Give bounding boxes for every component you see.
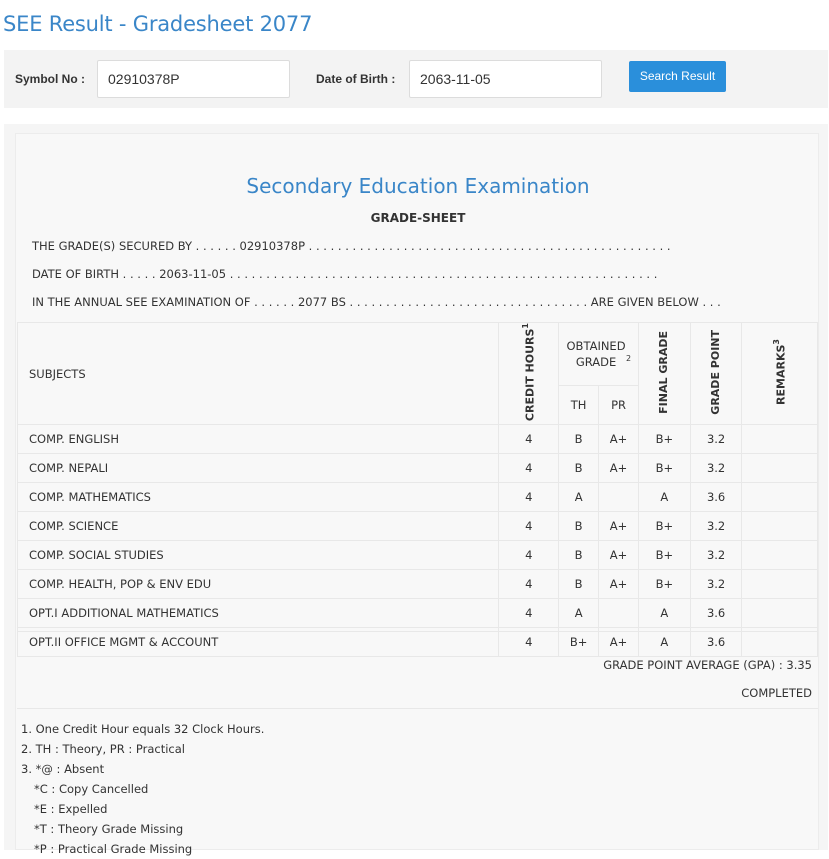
grade-sheet-title: GRADE-SHEET (370, 211, 466, 225)
th-grade-cell: B (559, 570, 599, 599)
header-obtained-grade (559, 323, 639, 386)
footnote: 3. *@ : Absent (21, 762, 105, 776)
pr-grade-cell: A+ (599, 454, 639, 483)
gradesheet-container (4, 124, 828, 856)
footnote: 2. TH : Theory, PR : Practical (21, 742, 185, 756)
remarks-cell (742, 570, 818, 599)
grade-point-cell: 3.6 (690, 628, 742, 657)
th-grade-cell: B (559, 454, 599, 483)
header-credit-hours-sup: 1 (521, 323, 531, 329)
footnote: *P : Practical Grade Missing (34, 842, 193, 856)
header-grade-point-label: GRADE POINT (709, 329, 723, 415)
final-grade-cell: B+ (638, 570, 690, 599)
search-result-button[interactable]: Search Result (629, 61, 726, 92)
header-remarks-label: REMARKS (775, 344, 789, 406)
credit-hours-cell: 4 (499, 541, 559, 570)
header-remarks (742, 323, 818, 425)
subject-cell: COMP. ENGLISH (18, 425, 499, 454)
grades-table (17, 322, 818, 657)
th-grade-cell: B (559, 425, 599, 454)
credit-hours-cell: 4 (499, 483, 559, 512)
final-grade-cell: A (638, 483, 690, 512)
subject-cell: OPT.I ADDITIONAL MATHEMATICS (18, 599, 499, 628)
credit-hours-cell: 4 (499, 599, 559, 628)
exam-title: Secondary Education Examination (246, 174, 590, 198)
symbol-no-label: Symbol No : (15, 72, 86, 86)
header-credit-hours (499, 323, 559, 425)
grade-point-cell: 3.2 (690, 454, 742, 483)
grade-point-cell: 3.6 (690, 483, 742, 512)
th-grade-cell: A (559, 483, 599, 512)
examination-line: IN THE ANNUAL SEE EXAMINATION OF . . . . . . 2077 BS . . . . . . . . . . . . . . . . . . . . . . . . . . . . . . . . . ARE GIVEN BELOW . . . (32, 295, 721, 309)
subject-cell: COMP. SCIENCE (18, 512, 499, 541)
grade-point-cell: 3.2 (690, 425, 742, 454)
header-final-grade-label: FINAL GRADE (657, 330, 671, 414)
header-th: TH (559, 386, 599, 425)
credit-hours-cell: 4 (499, 454, 559, 483)
subject-cell: COMP. HEALTH, POP & ENV EDU (18, 570, 499, 599)
final-grade-cell: B+ (638, 541, 690, 570)
symbol-no-input[interactable]: 02910378P (97, 60, 290, 98)
gpa-line: GRADE POINT AVERAGE (GPA) : 3.35 (603, 658, 812, 672)
gradesheet (15, 133, 819, 856)
header-subjects (18, 323, 499, 425)
remarks-cell (742, 425, 818, 454)
table-row (18, 599, 818, 628)
final-grade-cell: B+ (638, 425, 690, 454)
table-row (18, 512, 818, 541)
header-credit-hours-label: CREDIT HOURS (524, 328, 538, 422)
subject-cell: COMP. NEPALI (18, 454, 499, 483)
credit-hours-cell: 4 (499, 425, 559, 454)
remarks-cell (742, 541, 818, 570)
header-final-grade (638, 323, 690, 425)
secured-by-line: THE GRADE(S) SECURED BY . . . . . . 02910378P . . . . . . . . . . . . . . . . . . . . . . . . . . . . . . . . . . . . . . . . . . . . . . . . . . (32, 239, 671, 253)
pr-grade-cell: A+ (599, 425, 639, 454)
table-row (18, 570, 818, 599)
pr-grade-cell (599, 483, 639, 512)
grade-point-cell: 3.2 (690, 512, 742, 541)
grade-point-cell: 3.2 (690, 570, 742, 599)
search-bar (4, 50, 828, 108)
pr-grade-cell (599, 599, 639, 628)
th-grade-cell: B (559, 541, 599, 570)
grade-point-cell: 3.2 (690, 541, 742, 570)
date-of-birth-label: Date of Birth : (316, 72, 396, 86)
remarks-cell (742, 512, 818, 541)
header-subjects-label: SUBJECTS (29, 366, 86, 381)
footnote: *C : Copy Cancelled (34, 782, 149, 796)
table-row (18, 541, 818, 570)
final-grade-cell: B+ (638, 454, 690, 483)
final-grade-cell: B+ (638, 512, 690, 541)
footnote: *T : Theory Grade Missing (34, 822, 184, 836)
completed-status: COMPLETED (741, 686, 812, 700)
summary (17, 631, 818, 709)
header-obtained-grade-label: OBTAINED GRADE (566, 339, 626, 370)
header-grade-point (690, 323, 742, 425)
grade-point-cell: 3.6 (690, 599, 742, 628)
final-grade-cell: A (638, 628, 690, 657)
date-of-birth-line: DATE OF BIRTH . . . . . 2063-11-05 . . . . . . . . . . . . . . . . . . . . . . . . . . . . . . . . . . . . . . . . . . . . . . . . . . . . . . . . . . . (32, 267, 658, 281)
header-remarks-sup: 3 (772, 339, 782, 345)
subject-cell: COMP. SOCIAL STUDIES (18, 541, 499, 570)
table-row (18, 483, 818, 512)
th-grade-cell: B (559, 512, 599, 541)
subject-cell: COMP. MATHEMATICS (18, 483, 499, 512)
header-pr: PR (599, 386, 639, 425)
remarks-cell (742, 483, 818, 512)
th-grade-cell: A (559, 599, 599, 628)
footnotes (21, 719, 264, 859)
pr-grade-cell: A+ (599, 628, 639, 657)
credit-hours-cell: 4 (499, 570, 559, 599)
subject-cell: OPT.II OFFICE MGMT & ACCOUNT (18, 628, 499, 657)
pr-grade-cell: A+ (599, 570, 639, 599)
credit-hours-cell: 4 (499, 512, 559, 541)
table-row (18, 454, 818, 483)
header-obtained-grade-sup: 2 (626, 354, 632, 364)
pr-grade-cell: A+ (599, 512, 639, 541)
page-title: SEE Result - Gradesheet 2077 (3, 12, 313, 36)
footnote: *E : Expelled (34, 802, 108, 816)
final-grade-cell: A (638, 599, 690, 628)
footnote: 1. One Credit Hour equals 32 Clock Hours. (21, 722, 265, 736)
credit-hours-cell: 4 (499, 628, 559, 657)
remarks-cell (742, 599, 818, 628)
table-row (18, 425, 818, 454)
pr-grade-cell: A+ (599, 541, 639, 570)
remarks-cell (742, 454, 818, 483)
th-grade-cell: B+ (559, 628, 599, 657)
date-of-birth-input[interactable]: 2063-11-05 (409, 60, 602, 98)
